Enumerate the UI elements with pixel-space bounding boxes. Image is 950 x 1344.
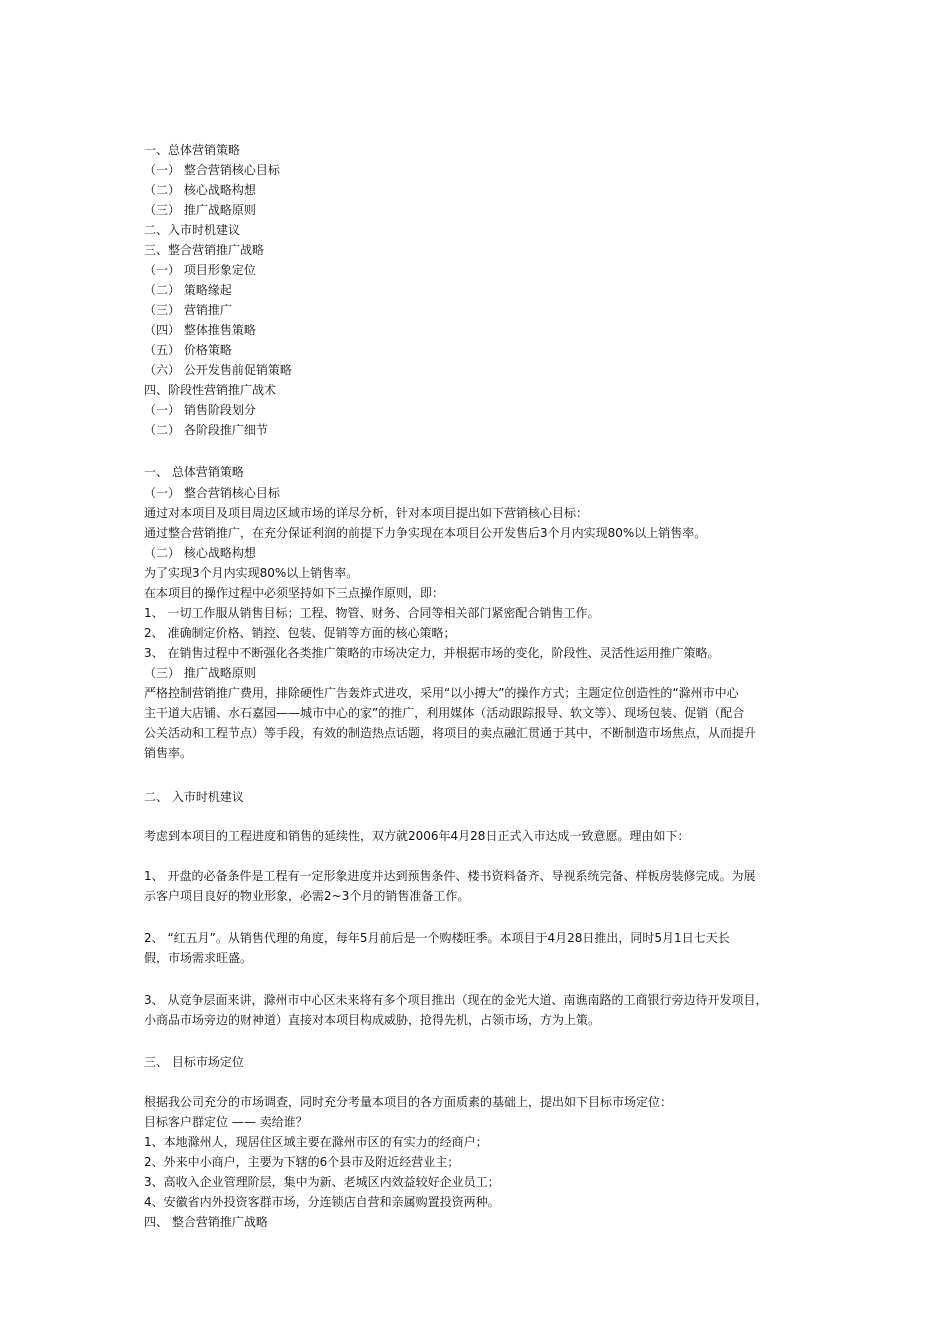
list-item: 4、安徽省内外投资客群市场，分连锁店自营和亲属购置投资两种。 — [144, 1195, 500, 1209]
list-item: 2、 准确制定价格、销控、包装、促销等方面的核心策略； — [144, 626, 456, 640]
toc-entry: （三） 营销推广 — [144, 303, 232, 317]
list-item-continuation: 小商品市场旁边的财神道）直接对本项目构成威胁，抢得先机，占领市场，方为上策。 — [144, 1013, 601, 1027]
list-item: 1、 一切工作服从销售目标；工程、物管、财务、合同等相关部门紧密配合销售工作。 — [144, 606, 600, 620]
paragraph-line: 目标客户群定位 —— 卖给谁？ — [144, 1115, 308, 1129]
toc-entry: （一） 销售阶段划分 — [144, 403, 256, 417]
list-item: 3、 从竞争层面来讲，滁州市中心区未来将有多个项目推出（现在的金光大道、南谯南路的工商银行旁边待开发项目， — [144, 993, 768, 1007]
toc-entry: 三、整合营销推广战略 — [144, 243, 265, 257]
paragraph-line: 为了实现3个月内实现80%以上销售率。 — [144, 566, 359, 580]
list-item: 1、 开盘的必备条件是工程有一定形象进度并达到预售条件、楼书资料备齐、导视系统完备、样板房装修完成。为展 — [144, 869, 756, 883]
toc-entry: （二） 各阶段推广细节 — [144, 423, 268, 437]
paragraph-line: 通过整合营销推广，在充分保证利润的前提下力争实现在本项目公开发售后3个月内实现80%以上销售率。 — [144, 526, 707, 540]
section-heading: 三、 目标市场定位 — [144, 1055, 244, 1069]
paragraph-line: 主干道大店铺、水石嘉园——城市中心的家”的推广，利用媒体（活动跟踪报导、软文等）、现场包装、促销（配合 — [144, 706, 745, 720]
toc-entry: （五） 价格策略 — [144, 343, 232, 357]
paragraph-line: 销售率。 — [144, 746, 193, 760]
toc-entry: （三） 推广战略原则 — [144, 203, 256, 217]
list-item: 3、高收入企业管理阶层，集中为新、老城区内效益较好企业员工； — [144, 1175, 500, 1189]
toc-entry: 四、阶段性营销推广战术 — [144, 383, 277, 397]
paragraph-line: 通过对本项目及项目周边区域市场的详尽分析，针对本项目提出如下营销核心目标： — [144, 506, 589, 520]
paragraph-line: 根据我公司充分的市场调查，同时充分考量本项目的各方面质素的基础上，提出如下目标市场定位： — [144, 1095, 673, 1109]
subsection-heading: （三） 推广战略原则 — [144, 666, 256, 680]
section-heading: 二、 入市时机建议 — [144, 790, 244, 804]
toc-entry: （二） 策略缘起 — [144, 283, 232, 297]
list-item-continuation: 示客户项目良好的物业形象，必需2~3个月的销售准备工作。 — [144, 889, 470, 903]
toc-entry: （四） 整体推售策略 — [144, 323, 256, 337]
list-item: 3、 在销售过程中不断强化各类推广策略的市场决定力，并根据市场的变化，阶段性、灵活性运用推广策略。 — [144, 646, 720, 660]
paragraph-line: 公关活动和工程节点）等手段，有效的制造热点话题，将项目的卖点融汇贯通于其中，不断制造市场焦点，从而提升 — [144, 726, 757, 740]
paragraph-line: 考虑到本项目的工程进度和销售的延续性，双方就2006年4月28日正式入市达成一致意愿。理由如下： — [144, 829, 690, 843]
toc-entry: （一） 项目形象定位 — [144, 263, 256, 277]
toc-entry: （二） 核心战略构想 — [144, 183, 256, 197]
toc-entry: 一、总体营销策略 — [144, 143, 241, 157]
paragraph-line: 严格控制营销推广费用，排除硬性广告轰炸式进攻，采用“以小搏大”的操作方式；主题定位创造性的“滁州市中心 — [144, 686, 739, 700]
subsection-heading: （一） 整合营销核心目标 — [144, 486, 280, 500]
list-item: 1、本地滁州人，现居住区域主要在滁州市区的有实力的经商户； — [144, 1135, 488, 1149]
list-item: 2、 “红五月”。从销售代理的角度，每年5月前后是一个购楼旺季。本项目于4月28日推出，同时5月1日七天长 — [144, 931, 730, 945]
toc-entry: （六） 公开发售前促销策略 — [144, 363, 292, 377]
section-heading: 四、 整合营销推广战略 — [144, 1215, 268, 1229]
subsection-heading: （二） 核心战略构想 — [144, 546, 256, 560]
toc-entry: 二、入市时机建议 — [144, 223, 241, 237]
list-item: 2、外来中小商户，主要为下辖的6个县市及附近经营业主； — [144, 1155, 460, 1169]
toc-entry: （一） 整合营销核心目标 — [144, 163, 280, 177]
section-heading: 一、 总体营销策略 — [144, 465, 244, 479]
list-item-continuation: 假，市场需求旺盛。 — [144, 951, 253, 965]
paragraph-line: 在本项目的操作过程中必须坚持如下三点操作原则，即： — [144, 586, 445, 600]
